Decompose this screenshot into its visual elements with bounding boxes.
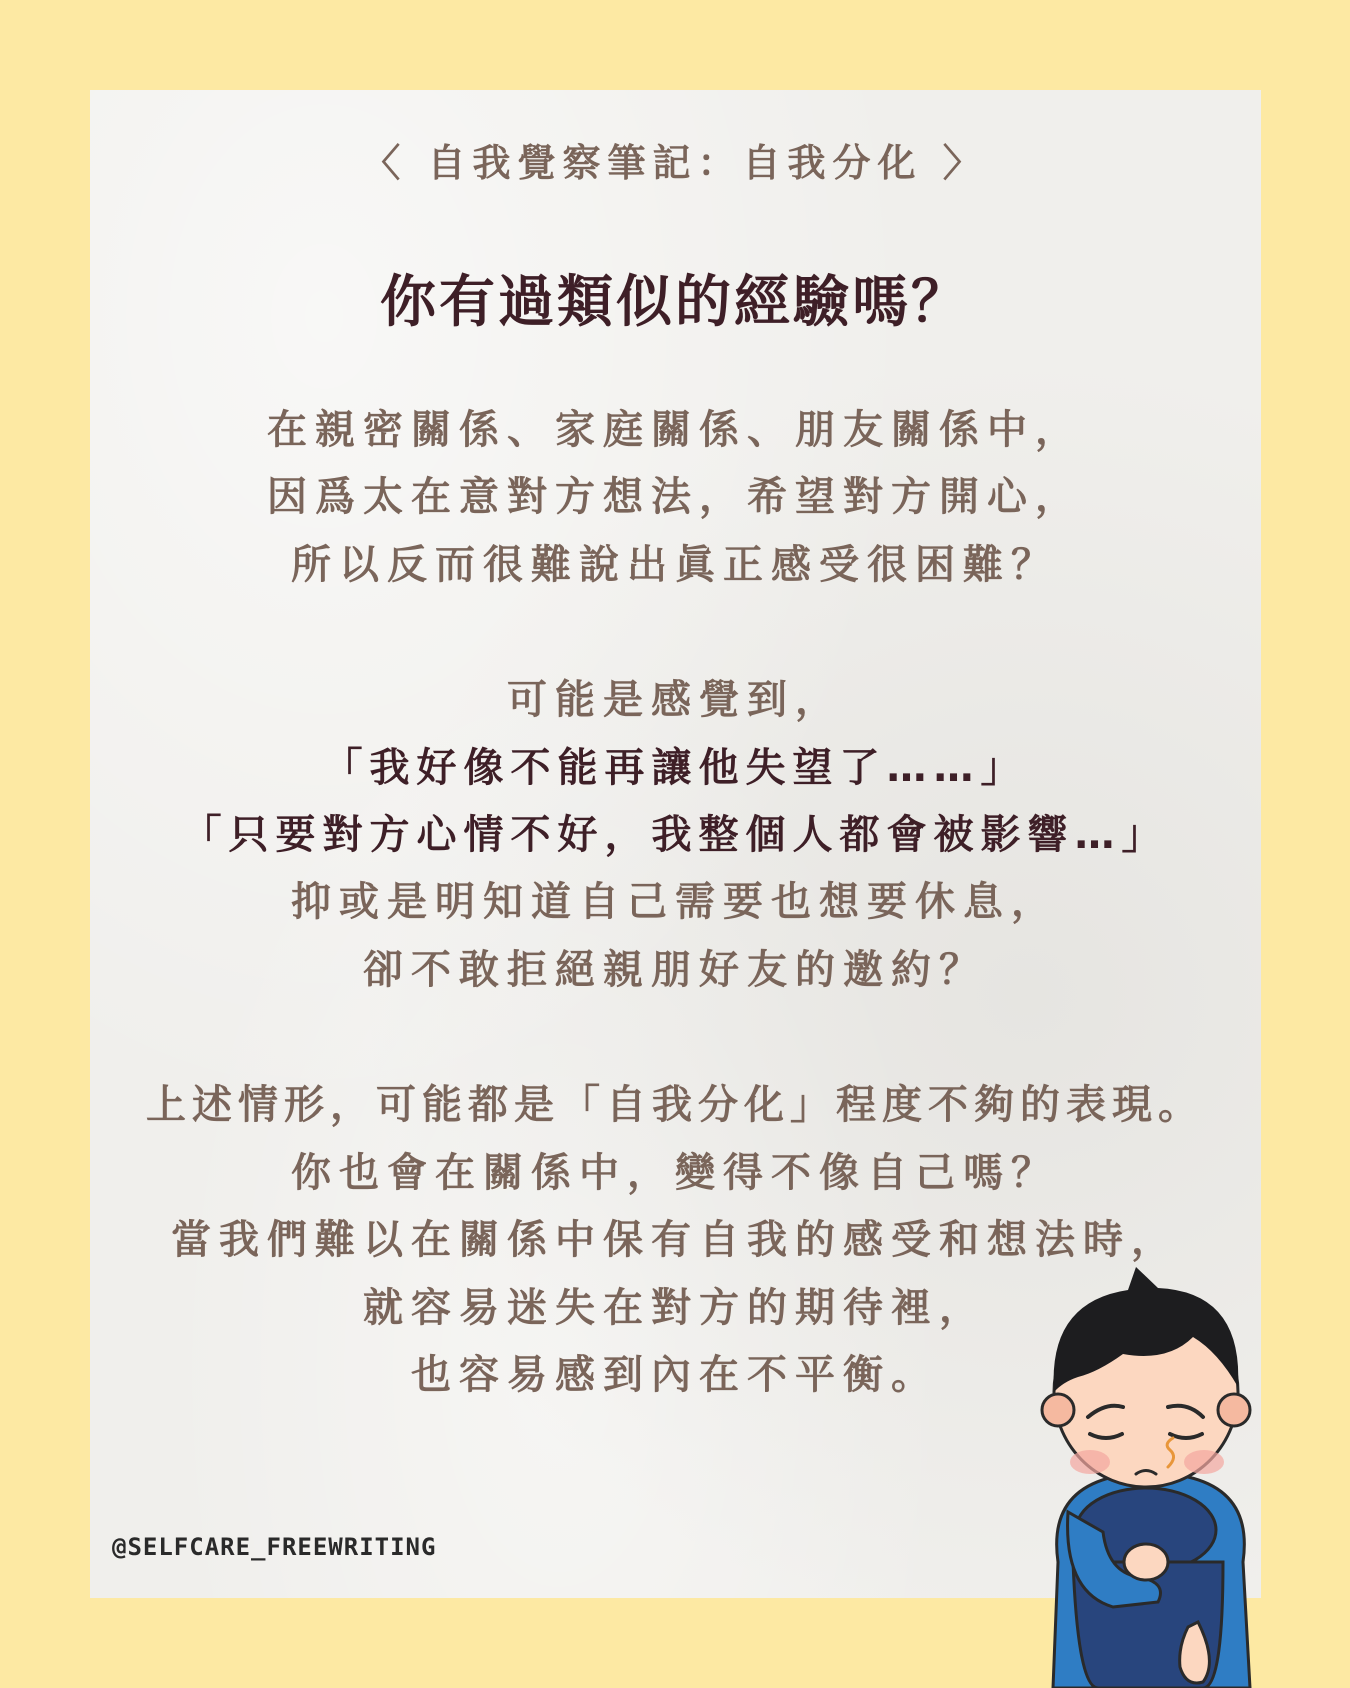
paragraph2-intro: 可能是感覺到， [507, 677, 843, 723]
note-subtitle: 〈 自我覺察筆記：自我分化 〉 [362, 141, 988, 185]
page-title: 你有過類似的經驗嗎？ [380, 270, 970, 335]
quote-line-1: 「我好像不能再讓他失望了……」 [322, 745, 1028, 791]
paragraph2-line4: 卻不敢拒絕親朋好友的邀約？ [363, 947, 987, 993]
paragraph2-line3: 抑或是明知道自己需要也想要休息， [291, 879, 1059, 925]
paragraph1-line2: 因爲太在意對方想法，希望對方開心， [267, 474, 1083, 520]
paragraph1-line3: 所以反而很難說出眞正感受很困難？ [291, 542, 1059, 588]
paragraph3-line1: 上述情形，可能都是「自我分化」程度不夠的表現。 [146, 1082, 1204, 1128]
paragraph3-line5: 也容易感到內在不平衡。 [411, 1352, 939, 1398]
sad-boy-illustration [1018, 1262, 1280, 1688]
paragraph1-line1: 在親密關係、家庭關係、朋友關係中， [267, 407, 1083, 453]
quote-line-2: 「只要對方心情不好，我整個人都會被影響…」 [181, 812, 1169, 858]
paragraph3-line4: 就容易迷失在對方的期待裡， [363, 1285, 987, 1331]
account-handle: @SELFCARE_FREEWRITING [112, 1533, 437, 1561]
paragraph3-line2: 你也會在關係中，變得不像自己嗎？ [291, 1150, 1059, 1196]
paragraph3-line3: 當我們難以在關係中保有自我的感受和想法時， [171, 1217, 1179, 1263]
